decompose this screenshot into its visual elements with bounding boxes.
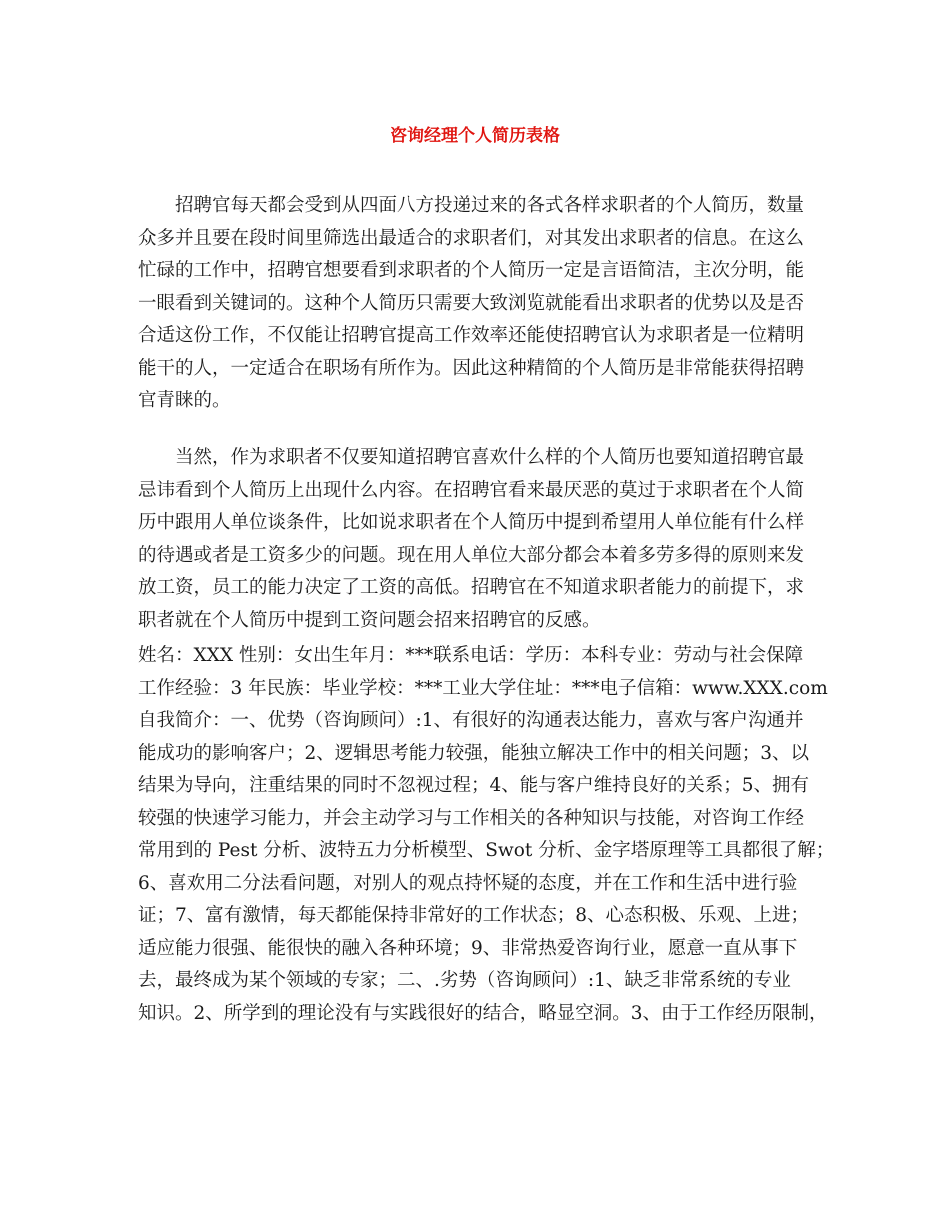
- resume-self-intro-line: 6、喜欢用二分法看问题，对别人的观点持怀疑的态度，并在工作和生活中进行验: [138, 872, 798, 894]
- resume-details: [138, 640, 835, 1030]
- text-line: 历中跟用人单位谈条件，比如说求职者在个人简历中提到希望用人单位能有什么样: [138, 512, 805, 533]
- resume-self-intro-line: 常用到的 Pest 分析、波特五力分析模型、Swot 分析、金字塔原理等工具都很了解；: [138, 840, 835, 861]
- text-line: 一眼看到关键词的。这种个人简历只需要大致浏览就能看出求职者的优势以及是否: [138, 292, 805, 314]
- text-line: 当然，作为求职者不仅要知道招聘官喜欢什么样的个人简历也要知道招聘官最: [175, 447, 805, 468]
- text-line: 官青睐的。: [138, 390, 231, 411]
- resume-self-intro-line: 证；7、富有激情，每天都能保持非常好的工作状态；8、心态积极、乐观、上进；: [138, 905, 810, 926]
- resume-self-intro-line: 去，最终成为某个领域的专家；二、.劣势（咨询顾问）:1、缺乏非常系统的专业: [138, 970, 791, 991]
- resume-self-intro-line: 能成功的影响客户；2、逻辑思考能力较强，能独立解决工作中的相关问题；3、以: [138, 742, 810, 764]
- resume-self-intro-line: 结果为导向，注重结果的同时不忽视过程；4、能与客户维持良好的关系；5、拥有: [138, 775, 810, 796]
- document-title: 咨询经理个人简历表格: [390, 126, 560, 146]
- resume-basic-info-line: 工作经验：3 年民族：毕业学校：***工业大学住址：***电子信箱：www.XXX.com: [138, 677, 828, 699]
- paragraph-recruiter-preferences: [138, 190, 818, 418]
- text-line: 的待遇或者是工资多少的问题。现在用人单位大部分都会本着多劳多得的原则来发: [138, 544, 805, 566]
- resume-self-intro-line: 自我简介：一、优势（咨询顾问）:1、有很好的沟通表达能力，喜欢与客户沟通并: [138, 710, 804, 731]
- resume-self-intro-line: 较强的快速学习能力，并会主动学习与工作相关的各种知识与技能，对咨询工作经: [138, 807, 805, 829]
- text-line: 合适这份工作，不仅能让招聘官提高工作效率还能使招聘官认为求职者是一位精明: [138, 325, 805, 346]
- resume-self-intro-line: 适应能力很强、能很快的融入各种环境；9、非常热爱咨询行业，愿意一直从事下: [138, 937, 798, 959]
- text-line: 众多并且要在段时间里筛选出最适合的求职者们，对其发出求职者的信息。在这么: [138, 227, 805, 249]
- resume-self-intro-line: 知识。2、所学到的理论没有与实践很好的结合，略显空洞。3、由于工作经历限制，: [138, 1002, 828, 1024]
- resume-basic-info-line: 姓名：XXX 性别：女出生年月：***联系电话：学历：本科专业：劳动与社会保障: [138, 645, 804, 666]
- text-line: 能干的人，一定适合在职场有所作为。因此这种精简的个人简历是非常能获得招聘: [138, 357, 805, 379]
- paragraph-recruiter-dislikes: [138, 442, 818, 637]
- text-line: 职者就在个人简历中提到工资问题会招来招聘官的反感。: [138, 609, 601, 631]
- text-line: 忙碌的工作中，招聘官想要看到求职者的个人简历一定是言语简洁，主次分明，能: [138, 260, 805, 281]
- text-line: 放工资，员工的能力决定了工资的高低。招聘官在不知道求职者能力的前提下，求: [138, 577, 805, 598]
- text-line: 招聘官每天都会受到从四面八方投递过来的各式各样求职者的个人简历，数量: [175, 195, 805, 216]
- text-line: 忌讳看到个人简历上出现什么内容。在招聘官看来最厌恶的莫过于求职者在个人简: [138, 479, 805, 501]
